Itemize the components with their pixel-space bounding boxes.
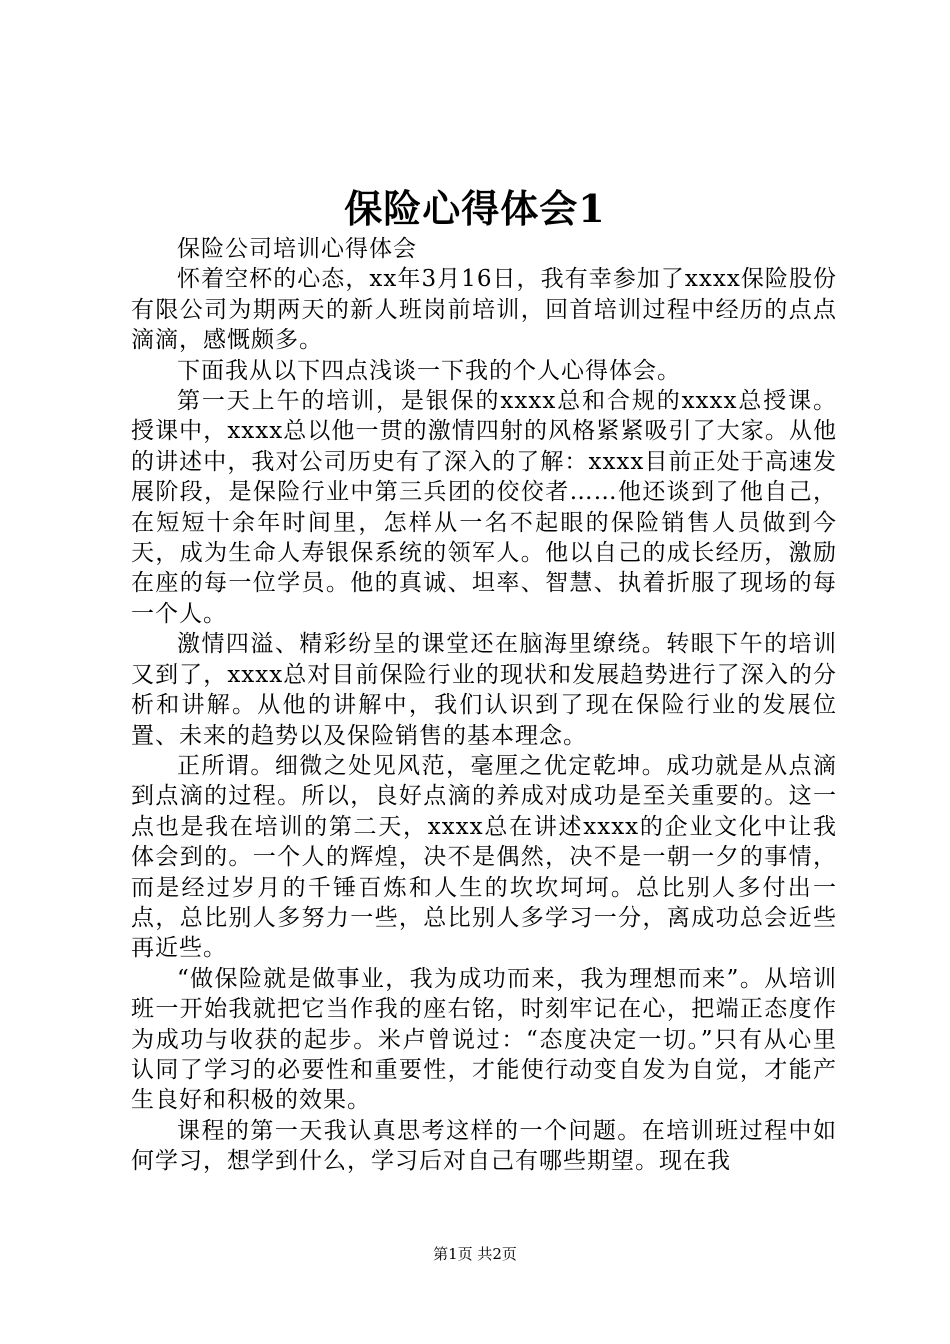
document-title: 保险心得体会1 <box>344 186 606 231</box>
paragraph: 课程的第一天我认真思考这样的一个问题。在培训班过程中如何学习，想学到什么，学习后对自己有哪些期望。现在我 <box>131 1117 837 1175</box>
paragraph: 第一天上午的培训，是银保的xxxx总和合规的xxxx总授课。授课中，xxxx总以他一贯的激情四射的风格紧紧吸引了大家。从他的讲述中，我对公司历史有了深入的了解：xxxx目前正处于高速发展阶段，是保险行业中第三兵团的佼佼者……他还谈到了他自己，在短短十余年时间里，怎样从一名不起眼的保险销售人员做到今天，成为生命人寿银保系统的领军人。他以自己的成长经历，激励在座的每一位学员。他的真诚、坦率、智慧、执着折服了现场的每一个人。 <box>131 388 837 627</box>
paragraph: 怀着空杯的心态，xx年3月16日，我有幸参加了xxxx保险股份有限公司为期两天的新人班岗前培训，回首培训过程中经历的点点滴滴，感慨颇多。 <box>131 266 837 354</box>
paragraph: 激情四溢、精彩纷呈的课堂还在脑海里缭绕。转眼下午的培训又到了，xxxx总对目前保险行业的现状和发展趋势进行了深入的分析和讲解。从他的讲解中，我们认识到了现在保险行业的发展位置、未来的趋势以及保险销售的基本理念。 <box>131 631 837 749</box>
paragraph-subtitle: 保险公司培训心得体会 <box>177 236 417 262</box>
page-footer: 第1页 共2页 <box>433 1245 517 1263</box>
document-body <box>131 234 837 1177</box>
paragraph: 正所谓。细微之处见风范，毫厘之优定乾坤。成功就是从点滴到点滴的过程。所以，良好点滴的养成对成功是至关重要的。这一点也是我在培训的第二天，xxxx总在讲述xxxx的企业文化中让我体会到的。一个人的辉煌，决不是偶然，决不是一朝一夕的事情，而是经过岁月的千锤百炼和人生的坎坎坷坷。总比别人多付出一点，总比别人多努力一些，总比别人多学习一分，离成功总会近些再近些。 <box>131 752 837 962</box>
paragraph: 下面我从以下四点浅谈一下我的个人心得体会。 <box>177 357 681 384</box>
paragraph: “做保险就是做事业，我为成功而来，我为理想而来”。从培训班一开始我就把它当作我的座右铭，时刻牢记在心，把端正态度作为成功与收获的起步。米卢曾说过：“态度决定一切。”只有从心里认同了学习的必要性和重要性，才能使行动变自发为自觉，才能产生良好和积极的效果。 <box>131 965 837 1114</box>
